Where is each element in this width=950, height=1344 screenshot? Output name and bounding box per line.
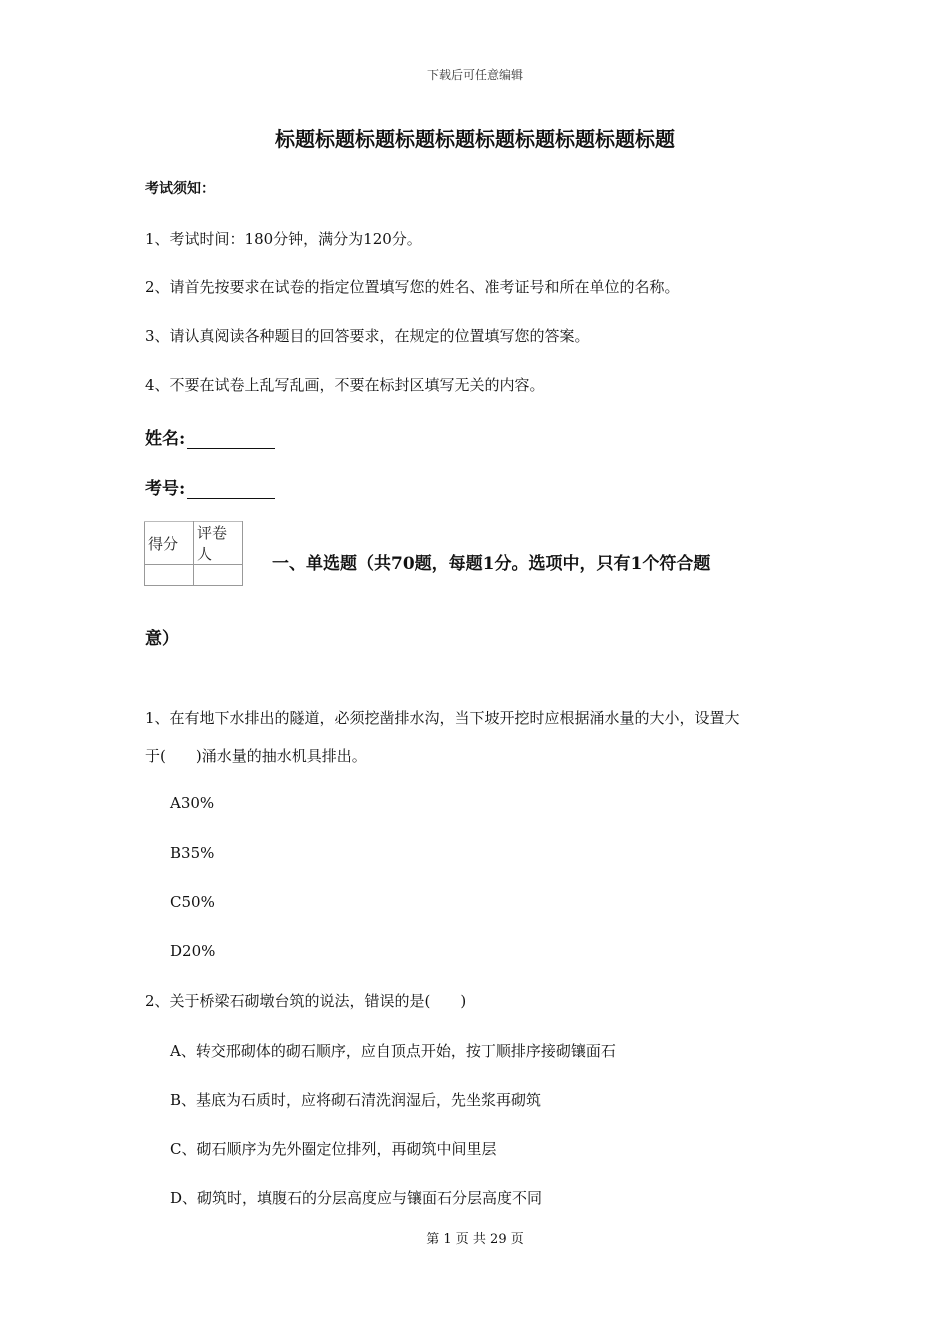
question-1-text: 1、在有地下水排出的隧道，必须挖凿排水沟，当下坡开挖时应根据涌水量的大小，设置大 [145, 709, 740, 727]
grader-cell[interactable] [194, 565, 243, 586]
page-footer: 第 1 页 共 29 页 [426, 1232, 524, 1247]
document-title: 标题标题标题标题标题标题标题标题标题标题 [275, 127, 675, 151]
score-header: 得分 [145, 522, 194, 565]
score-table [144, 521, 243, 586]
exam-id-blank[interactable] [187, 480, 275, 499]
notice-item: 1、考试时间：180分钟，满分为120分。 [145, 230, 422, 248]
exam-id-label: 考号: [145, 479, 186, 499]
name-field[interactable] [145, 424, 275, 449]
question-2-option-a[interactable]: A、转交邢砌体的砌石顺序，应自顶点开始，按丁顺排序接砌镶面石 [170, 1042, 616, 1060]
header-note: 下载后可任意编辑 [426, 68, 523, 82]
question-2-option-d[interactable]: D、砌筑时，填腹石的分层高度应与镶面石分层高度不同 [170, 1189, 543, 1207]
name-blank[interactable] [187, 430, 275, 449]
notice-item: 2、请首先按要求在试卷的指定位置填写您的姓名、准考证号和所在单位的名称。 [145, 278, 680, 296]
section-title-continued: 意） [145, 629, 179, 649]
question-1-option-c[interactable]: C50% [170, 893, 215, 911]
name-label: 姓名: [145, 429, 186, 449]
score-cell[interactable] [145, 565, 194, 586]
notice-item: 4、不要在试卷上乱写乱画，不要在标封区填写无关的内容。 [145, 376, 545, 394]
section-title: 一、单选题（共70题，每题1分。选项中，只有1个符合题 [272, 554, 711, 574]
question-2-option-b[interactable]: B、基底为石质时，应将砌石清洗润湿后，先坐浆再砌筑 [170, 1091, 542, 1109]
question-1-text-cont: 于( )涌水量的抽水机具排出。 [145, 747, 367, 765]
question-2-text: 2、关于桥梁石砌墩台筑的说法，错误的是( ) [145, 992, 467, 1010]
question-1-option-d[interactable]: D20% [170, 942, 216, 960]
question-1-option-a[interactable]: A30% [170, 794, 215, 812]
notice-item: 3、请认真阅读各种题目的回答要求，在规定的位置填写您的答案。 [145, 327, 590, 345]
question-1-option-b[interactable]: B35% [170, 844, 215, 862]
question-2-option-c[interactable]: C、砌石顺序为先外圈定位排列，再砌筑中间里层 [170, 1140, 497, 1158]
grader-header: 评卷人 [194, 522, 243, 565]
exam-id-field[interactable] [145, 474, 275, 499]
notice-heading: 考试须知： [145, 181, 215, 197]
